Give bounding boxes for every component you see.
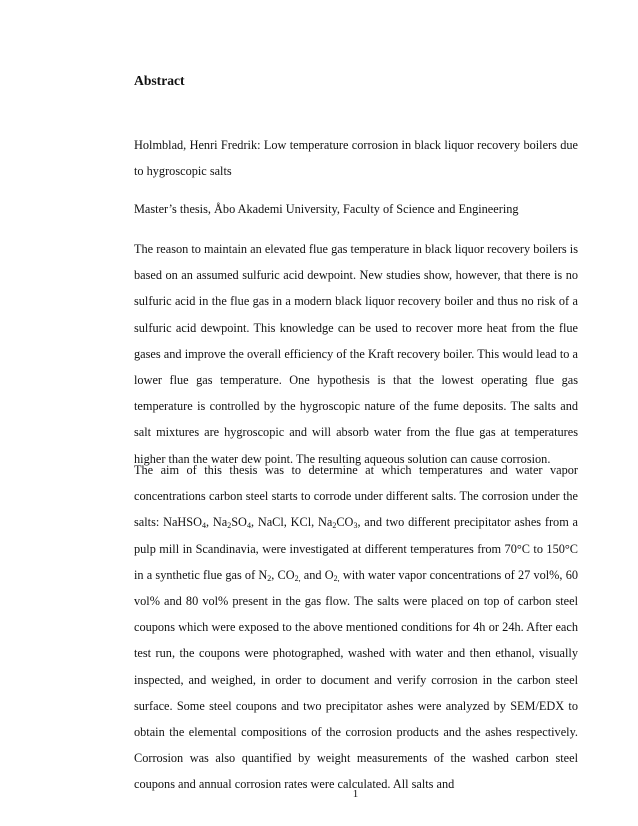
subscript: 4 bbox=[246, 521, 251, 531]
paragraph-text: , and two different precipitator ashes from a pulp mill in Scandinavia, were investigated at different temperatures from 70°C to 150°C in a synthetic flue gas of N bbox=[134, 515, 578, 582]
paragraph-text: SO bbox=[231, 515, 247, 530]
subscript: 3 bbox=[353, 521, 358, 531]
abstract-paragraph-2 bbox=[134, 457, 578, 798]
author-title-paragraph: Holmblad, Henri Fredrik: Low temperature corrosion in black liquor recovery boilers due to hygroscopic salts bbox=[134, 138, 578, 179]
paragraph-text: with water vapor concentrations of 27 vol%, 60 vol% and 80 vol% present in the gas flow. The salts were placed on top of carbon steel coupons which were exposed to the above mentioned conditions for 4h or 24h. After each test run, the coupons were photographed, washed with water and then ethanol, visually inspected, and weighed, in order to document and verify corrosion in the carbon steel surface. Some steel coupons and two precipitator ashes were analyzed by SEM/EDX to obtain the elemental compositions of the corrosion products and the ashes respectively. Corrosion was also quantified by weight measurements of the washed carbon steel coupons and annual corrosion rates were calculated. All salts and bbox=[134, 567, 578, 792]
paragraph-text: , Na bbox=[206, 515, 228, 530]
paragraph-text: CO bbox=[336, 515, 354, 530]
page-number: 1 bbox=[352, 788, 359, 800]
subscript: 2 bbox=[332, 521, 337, 531]
abstract-paragraph-1: The reason to maintain an elevated flue gas temperature in black liquor recovery boilers is based on an assumed sulfuric acid dewpoint. New studies show, however, that there is no sulfuric acid in the flue gas in a modern black liquor recovery boiler and thus no risk of a sulfuric acid dewpoint. This knowledge can be used to recover more heat from the flue gases and improve the overall efficiency of the Kraft recovery boiler. This would lead to a lower flue gas temperature. One hypothesis is that the lowest operating flue gas temperature is controlled by the hygroscopic nature of the fume deposits. The salts and salt mixtures are hygroscopic and will absorb water from the flue gas at temperatures higher than the water dew point. The resulting aqueous solution can cause corrosion. bbox=[134, 242, 578, 466]
paragraph-text: , CO bbox=[271, 567, 295, 582]
thesis-info-paragraph: Master’s thesis, Åbo Akademi University, Faculty of Science and Engineering bbox=[134, 202, 519, 216]
paragraph-text: The aim of this thesis was to determine at which temperatures and water vapor concentrations carbon steel starts to corrode under different salts. The corrosion under the salts: NaHSO bbox=[134, 463, 578, 530]
abstract-heading: Abstract bbox=[134, 73, 185, 88]
subscript: 4 bbox=[202, 521, 207, 531]
subscript: 2, bbox=[294, 573, 301, 583]
subscript: 2, bbox=[333, 573, 340, 583]
subscript: 2 bbox=[227, 521, 232, 531]
subscript: 2 bbox=[267, 573, 272, 583]
paragraph-text: and O bbox=[300, 567, 334, 582]
paragraph-text: , NaCl, KCl, Na bbox=[250, 515, 333, 530]
